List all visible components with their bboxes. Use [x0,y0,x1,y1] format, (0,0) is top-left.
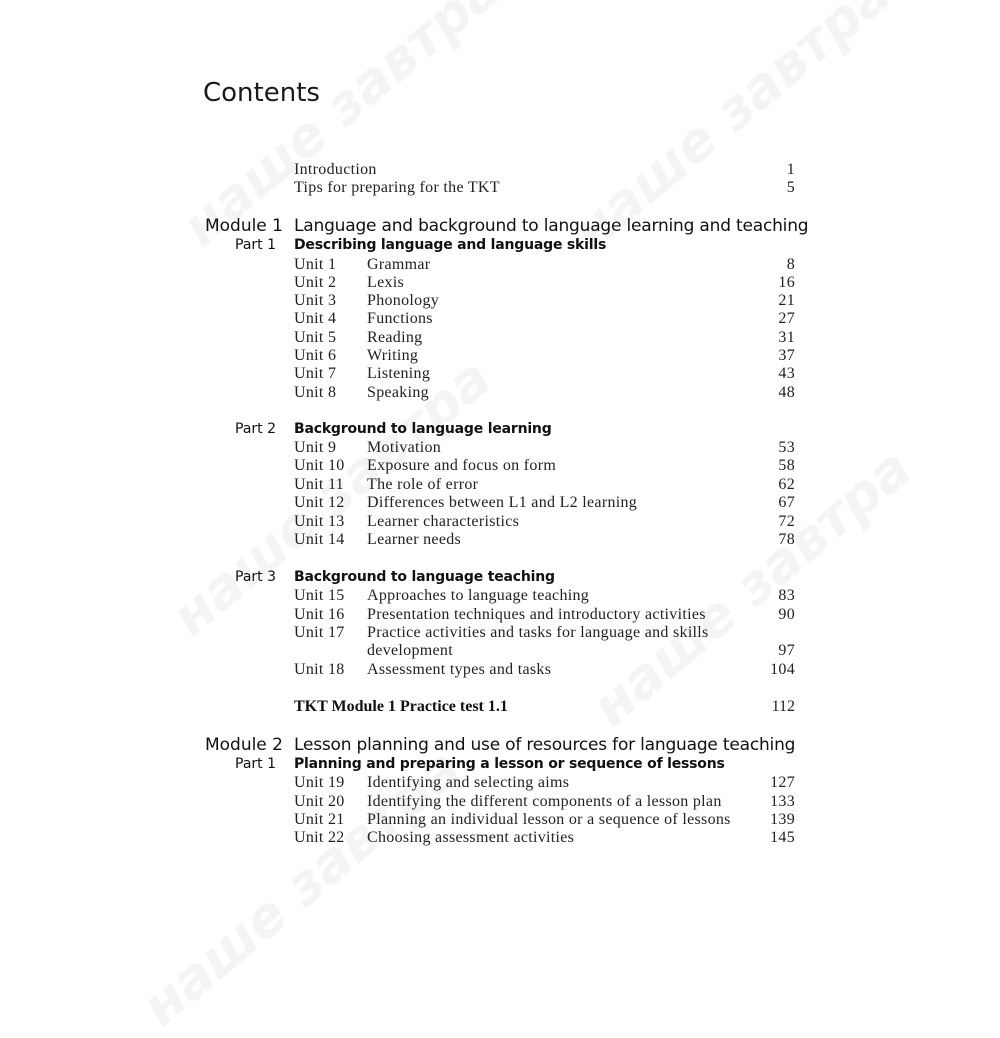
unit-title: Grammar [367,256,431,273]
toc-entry[interactable] [0,493,1000,513]
unit-number: Unit 22 [294,829,345,846]
unit-title: Writing [367,347,419,364]
part-title[interactable]: Background to language teaching [294,569,555,585]
unit-page: 139 [770,811,795,828]
unit-page: 58 [778,457,795,474]
unit-page: 62 [778,476,795,493]
part-label: Part 2 [235,421,276,437]
unit-page: 67 [778,494,795,511]
unit-page: 145 [770,829,795,846]
unit-page: 72 [778,513,795,530]
unit-number: Unit 21 [294,811,345,828]
toc-entry-continued[interactable] [0,641,1000,661]
unit-title: Functions [367,310,433,327]
toc-entry[interactable] [0,178,1000,198]
unit-number: Unit 11 [294,476,344,493]
entry-page: 1 [786,161,795,178]
unit-number: Unit 2 [294,274,337,291]
unit-number: Unit 8 [294,384,337,401]
toc-entry[interactable] [0,475,1000,495]
unit-page: 133 [770,793,795,810]
toc-entry[interactable] [0,364,1000,384]
unit-title: Listening [367,365,431,382]
unit-number: Unit 3 [294,292,337,309]
entry-title: Tips for preparing for the TKT [294,179,500,196]
toc-entry[interactable] [0,438,1000,458]
unit-number: Unit 1 [294,256,337,273]
unit-title: Learner needs [367,531,462,548]
toc-entry[interactable] [0,309,1000,329]
unit-title: Assessment types and tasks [367,661,552,678]
unit-title: Exposure and focus on form [367,457,557,474]
unit-title: Choosing assessment activities [367,829,575,846]
unit-title: Speaking [367,384,429,401]
unit-title: Presentation techniques and introductory activities [367,606,706,623]
part-title[interactable]: Planning and preparing a lesson or sequence of lessons [294,756,725,772]
unit-number: Unit 7 [294,365,337,382]
part-label: Part 1 [235,756,276,772]
page-title: Contents [203,78,320,108]
unit-number: Unit 13 [294,513,345,530]
unit-page: 53 [778,439,795,456]
toc-entry[interactable] [0,605,1000,625]
unit-page: 43 [778,365,795,382]
unit-page: 127 [770,774,795,791]
toc-entry[interactable] [0,291,1000,311]
unit-title: Differences between L1 and L2 learning [367,494,638,511]
toc-entry[interactable] [0,773,1000,793]
module-label: Module 2 [204,735,283,755]
part-title[interactable]: Background to language learning [294,421,552,437]
toc-entry[interactable] [0,828,1000,848]
unit-number: Unit 16 [294,606,345,623]
unit-page: 97 [778,642,795,659]
toc-entry[interactable] [0,810,1000,830]
unit-page: 27 [778,310,795,327]
toc-entry[interactable] [0,660,1000,680]
unit-number: Unit 12 [294,494,345,511]
unit-title: Identifying the different components of a lesson plan [367,793,722,810]
unit-number: Unit 18 [294,661,345,678]
part-title[interactable]: Describing language and language skills [294,237,607,253]
unit-title-continued: development [367,642,453,659]
unit-title: Motivation [367,439,442,456]
module-label: Module 1 [204,216,283,236]
unit-title: The role of error [367,476,479,493]
toc-entry[interactable] [0,383,1000,403]
unit-title: Learner characteristics [367,513,520,530]
practice-test-title[interactable]: TKT Module 1 Practice test 1.1 [294,698,508,715]
unit-title: Planning an individual lesson or a sequence of lessons [367,811,731,828]
part-label: Part 3 [235,569,276,585]
unit-number: Unit 19 [294,774,345,791]
toc-entry[interactable] [0,623,1000,643]
toc-entry[interactable] [0,160,1000,180]
unit-title: Lexis [367,274,405,291]
unit-title: Practice activities and tasks for language and skills [367,624,709,641]
unit-page: 78 [778,531,795,548]
unit-page: 21 [778,292,795,309]
unit-page: 83 [778,587,795,604]
entry-page: 5 [786,179,795,196]
unit-number: Unit 17 [294,624,345,641]
toc-entry[interactable] [0,792,1000,812]
unit-number: Unit 14 [294,531,345,548]
unit-page: 104 [770,661,795,678]
unit-title: Approaches to language teaching [367,587,590,604]
toc-entry[interactable] [0,346,1000,366]
part-label: Part 1 [235,237,276,253]
unit-number: Unit 10 [294,457,345,474]
unit-title: Phonology [367,292,440,309]
practice-test-page: 112 [771,698,795,715]
toc-entry[interactable] [0,586,1000,606]
toc-entry[interactable] [0,530,1000,550]
unit-number: Unit 20 [294,793,345,810]
entry-title: Introduction [294,161,377,178]
unit-number: Unit 9 [294,439,337,456]
unit-number: Unit 5 [294,329,337,346]
unit-number: Unit 4 [294,310,337,327]
toc-entry[interactable] [0,456,1000,476]
unit-page: 16 [778,274,795,291]
toc-entry[interactable] [0,512,1000,532]
unit-title: Identifying and selecting aims [367,774,570,791]
module-title[interactable]: Lesson planning and use of resources for language teaching [294,735,796,755]
unit-page: 48 [778,384,795,401]
unit-page: 8 [786,256,795,273]
unit-number: Unit 15 [294,587,345,604]
toc-entry[interactable] [0,273,1000,293]
unit-page: 37 [778,347,795,364]
unit-title: Reading [367,329,423,346]
unit-page: 90 [778,606,795,623]
toc-entry[interactable] [0,328,1000,348]
unit-page: 31 [778,329,795,346]
unit-number: Unit 6 [294,347,337,364]
module-title[interactable]: Language and background to language learning and teaching [294,216,809,236]
toc-entry[interactable] [0,255,1000,275]
